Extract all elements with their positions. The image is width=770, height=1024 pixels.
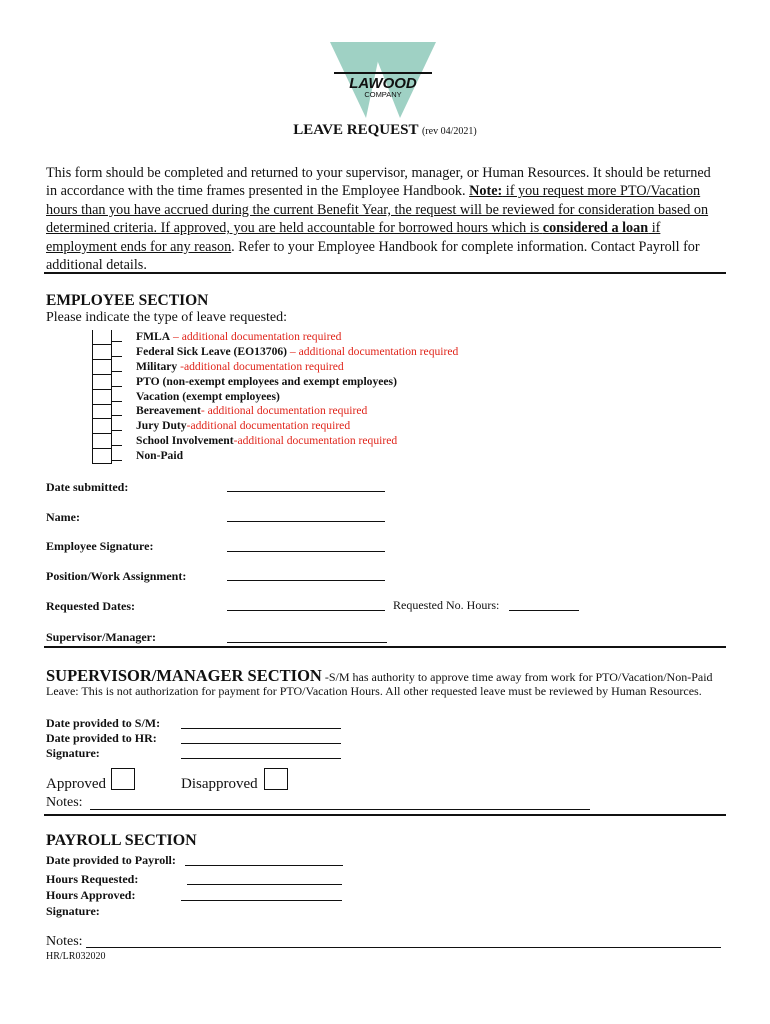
- name-label: Name:: [46, 510, 80, 524]
- approved-label: Approved: [46, 776, 106, 792]
- checkbox[interactable]: [92, 390, 112, 405]
- date-payroll-field[interactable]: [185, 865, 343, 866]
- leave-option-bereavement[interactable]: [92, 404, 562, 419]
- leave-label: PTO (non-exempt employees and exempt employees): [136, 374, 397, 388]
- leave-option-school[interactable]: [92, 434, 562, 449]
- checkbox[interactable]: [92, 419, 112, 434]
- checkbox[interactable]: [92, 434, 112, 449]
- payroll-notes-label: Notes:: [46, 934, 83, 949]
- date-submitted-field[interactable]: [227, 491, 385, 492]
- form-title: LEAVE REQUEST: [293, 122, 419, 138]
- leave-label: School Involvement: [136, 434, 234, 448]
- date-payroll-label: Date provided to Payroll:: [46, 853, 176, 867]
- hours-requested-label: Hours Requested:: [46, 872, 139, 886]
- form-revision: (rev 04/2021): [421, 126, 477, 137]
- leave-note: -additional documentation required: [180, 359, 344, 373]
- leave-label: Federal Sick Leave (EO13706): [136, 344, 288, 358]
- checkbox[interactable]: [92, 449, 112, 464]
- payroll-notes-field[interactable]: [86, 947, 721, 948]
- disapproved-label: Disapproved: [181, 776, 258, 792]
- date-hr-label: Date provided to HR:: [46, 731, 157, 745]
- leave-note: -additional documentation required: [233, 434, 398, 448]
- leave-option-fmla[interactable]: [92, 330, 562, 345]
- supervisor-section-heading: SUPERVISOR/MANAGER SECTION: [46, 666, 322, 685]
- employee-signature-label: Employee Signature:: [46, 539, 154, 553]
- form-code: HR/LR032020: [46, 951, 106, 962]
- intro-text: This form should be completed and returned to your supervisor, manager, or Human Resources. It should be returned in accordance with the time frames presented in the Employee Handbook.: [46, 165, 711, 200]
- requested-hours-label: Requested No. Hours:: [393, 598, 500, 612]
- leave-label: Vacation (exempt employees): [136, 389, 280, 403]
- supervisor-signature-label: Signature:: [46, 746, 100, 760]
- hours-requested-field[interactable]: [187, 884, 342, 885]
- approved-checkbox[interactable]: [111, 768, 135, 790]
- intro-paragraph: [46, 164, 722, 274]
- leave-option-vacation[interactable]: [92, 390, 562, 405]
- leave-label: Bereavement: [136, 404, 201, 418]
- logo-text: LAWOOD: [349, 75, 417, 92]
- supervisor-description: Leave: This is not authorization for payment for PTO/Vacation Hours. All other requested leave must be reviewed by Human Resources.: [46, 684, 702, 698]
- supervisor-signature-field[interactable]: [181, 758, 341, 759]
- note-label: Note:: [469, 183, 503, 200]
- employee-signature-field[interactable]: [227, 551, 385, 552]
- position-field[interactable]: [227, 580, 385, 581]
- checkbox[interactable]: [92, 360, 112, 375]
- leave-label: Jury Duty: [136, 419, 187, 433]
- leave-note: - additional documentation required: [200, 404, 368, 418]
- leave-note: -additional documentation required: [186, 419, 351, 433]
- supervisor-label: Supervisor/Manager:: [46, 630, 156, 644]
- leave-label: FMLA: [136, 330, 171, 343]
- supervisor-field[interactable]: [227, 642, 387, 643]
- hours-approved-label: Hours Approved:: [46, 888, 136, 902]
- leave-type-prompt: Please indicate the type of leave requested:: [46, 310, 288, 325]
- name-field[interactable]: [227, 521, 385, 522]
- requested-hours-field[interactable]: [509, 610, 579, 611]
- page-title: [0, 122, 770, 139]
- intro-closing-text: . Refer to your Employee Handbook for complete information. Contact Payroll for additional details.: [46, 238, 700, 274]
- date-sm-label: Date provided to S/M:: [46, 716, 161, 730]
- logo-subtext: COMPANY: [364, 90, 402, 99]
- requested-dates-label: Requested Dates:: [46, 599, 135, 613]
- loan-text: if employment ends for any reason: [46, 220, 661, 255]
- payroll-section-heading: PAYROLL SECTION: [46, 832, 197, 849]
- leave-label: Non-Paid: [136, 449, 184, 463]
- leave-option-non-paid[interactable]: [92, 449, 562, 464]
- note-text: if you request more PTO/Vacation hours than you have accrued during the current Benefit Year, the request will be reviewed for consideration based on determined criteria. If approved, you are held accountable for borrowed hours which is: [46, 183, 709, 237]
- company-logo: [330, 42, 436, 118]
- leave-option-pto[interactable]: [92, 375, 562, 390]
- leave-option-military[interactable]: [92, 360, 562, 375]
- supervisor-desc-inline: -S/M has authority to approve time away from work for PTO/Vacation/Non-Paid: [321, 670, 713, 684]
- section-divider: [44, 646, 726, 648]
- leave-option-federal-sick[interactable]: [92, 345, 562, 360]
- leave-option-jury-duty[interactable]: [92, 419, 562, 434]
- checkbox[interactable]: [92, 375, 112, 390]
- requested-dates-field[interactable]: [227, 610, 385, 611]
- leave-label: Military: [136, 359, 181, 373]
- leave-note: – additional documentation required: [170, 330, 342, 343]
- employee-section-heading: EMPLOYEE SECTION: [46, 292, 209, 309]
- section-divider: [44, 814, 726, 816]
- position-label: Position/Work Assignment:: [46, 569, 187, 583]
- leave-note: – additional documentation required: [287, 344, 459, 358]
- supervisor-notes-field[interactable]: [90, 809, 590, 810]
- hours-approved-field[interactable]: [181, 900, 342, 901]
- leave-type-list: [92, 330, 562, 464]
- date-sm-field[interactable]: [181, 728, 341, 729]
- loan-bold-text: considered a loan: [542, 220, 649, 237]
- date-submitted-label: Date submitted:: [46, 480, 129, 494]
- checkbox[interactable]: [92, 345, 112, 360]
- checkbox[interactable]: [92, 404, 112, 419]
- disapproved-checkbox[interactable]: [264, 768, 288, 790]
- section-divider: [44, 272, 726, 274]
- supervisor-section-header: [46, 666, 746, 686]
- supervisor-notes-label: Notes:: [46, 795, 83, 810]
- payroll-signature-label: Signature:: [46, 904, 100, 918]
- date-hr-field[interactable]: [181, 743, 341, 744]
- checkbox[interactable]: [92, 330, 112, 345]
